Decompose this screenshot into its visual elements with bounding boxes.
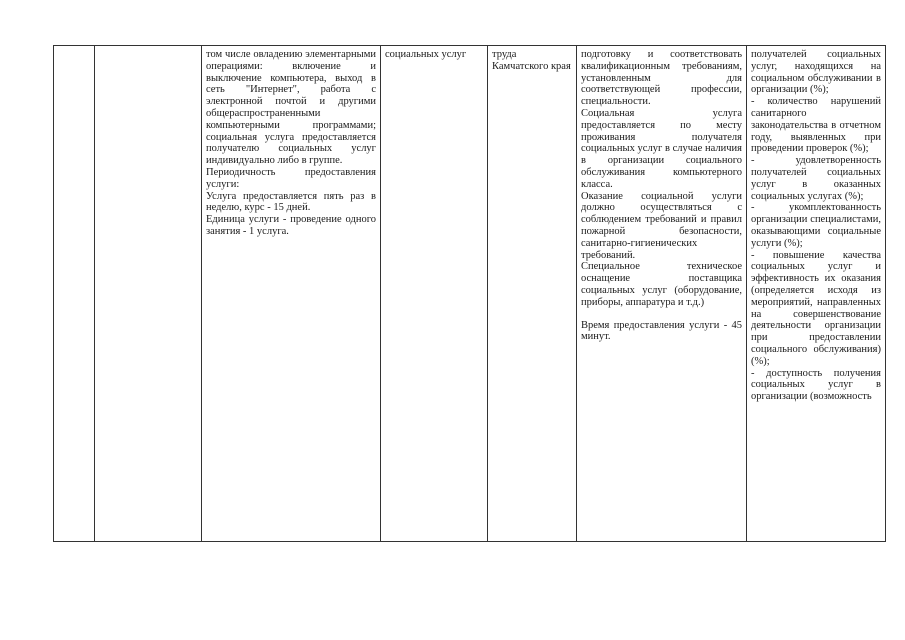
paragraph: - удовлетворенность получателей социальных услуг в оказанных социальных услугах (%);: [751, 155, 881, 202]
paragraph: Услуга предоставляется пять раз в неделю, курс - 15 дней.: [206, 190, 376, 214]
paragraph: социальных услуг: [385, 49, 467, 60]
paragraph: труда Камчатского края: [492, 49, 571, 72]
cell-service-description: [202, 46, 381, 542]
cell-number: [54, 46, 95, 542]
paragraph: Периодичность предоставления услуги:: [206, 166, 376, 190]
cell-quality-indicators: [747, 46, 886, 542]
paragraph: том числе овладению элементарными операциями: включение и выключение компьютера, выход в сеть "Интернет", работа с электронной почтой и другими общераспространенными компьютерными программами; социальная услуга предоставляется получателю социальных услуг индивидуально либо в группе.: [206, 49, 376, 167]
cell-service-name: [95, 46, 202, 542]
paragraph: подготовку и соответствовать квалификационным требованиям, установленным для соответствующей профессии, специальности.: [581, 49, 742, 108]
paragraph: получателей социальных услуг, находящихся на социальном обслуживании в организации (%);: [751, 49, 881, 96]
cell-provider: [488, 46, 577, 542]
cell-standard: [381, 46, 488, 542]
services-table: [53, 45, 886, 542]
paragraph: Оказание социальной услуги должно осуществляться с соблюдением требований и правил пожарной безопасности, санитарно-гигиенических требований.: [581, 190, 742, 261]
paragraph: Время предоставления услуги - 45 минут.: [581, 319, 742, 343]
paragraph: Единица услуги - проведение одного занятия - 1 услуга.: [206, 214, 376, 237]
paragraph: - доступность получения социальных услуг в организации (возможность: [751, 367, 881, 403]
table-row: [54, 46, 886, 542]
paragraph: - количество нарушений санитарного законодательства в отчетном году, выявленных при проведении проверок (%);: [751, 96, 881, 155]
paragraph: Специальное техническое оснащение поставщика социальных услуг (оборудование, приборы, аппаратура и т.д.): [581, 261, 742, 308]
paragraph: - укомплектованность организации специалистами, оказывающими социальные услуги (%);: [751, 202, 881, 249]
cell-conditions: [577, 46, 747, 542]
paragraph: Социальная услуга предоставляется по месту проживания получателя социальных услуг в случае наличия в организации социального обслуживания компьютерного класса.: [581, 107, 742, 190]
paragraph: - повышение качества социальных услуг и эффективность их оказания (определяется исходя из мероприятий, направленных на совершенствование деятельности организации при предоставлении социального обслуживания) (%);: [751, 249, 881, 367]
